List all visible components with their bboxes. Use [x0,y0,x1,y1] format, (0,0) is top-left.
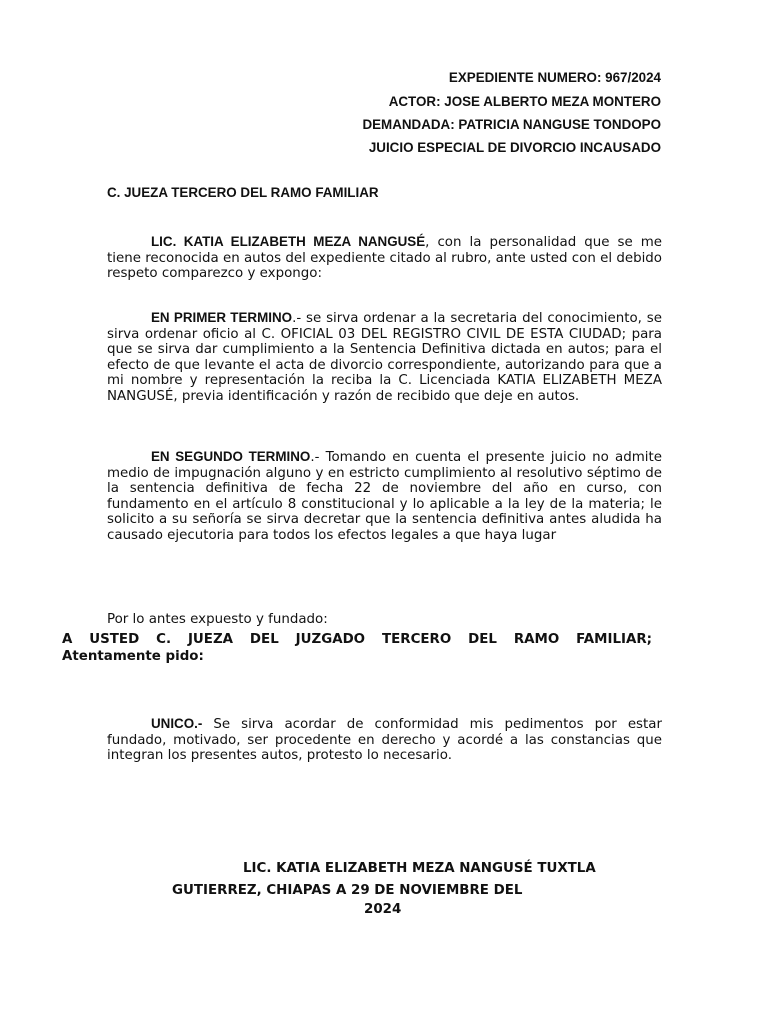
addressee: C. JUEZA TERCERO DEL RAMO FAMILIAR [107,185,379,200]
first-term-text: .- se sirva ordenar a la secretaria del conocimiento, se sirva ordenar oficio al C. OFICIAL 03 DEL REGISTRO CIVIL DE ESTA CIUDAD; para que se sirva dar cumplimiento a la Sentencia Definitiva dictada en autos; para el efecto de que levante el acta de divorcio correspondiente, autorizando para que a mi nombre y representación la reciba la C. Licenciada KATIA ELIZABETH MEZA NANGUSÉ, previa identificación y razón de recibido que deje en autos. [107,311,662,404]
petition-line-2: Atentamente pido: [62,649,204,664]
actor-line: ACTOR: JOSE ALBERTO MEZA MONTERO [388,94,661,109]
intro-text: , con la personalidad que se me tiene reconocida en autos del expediente citado al rubro, ante usted con el debido respeto comparezco y expongo: [107,235,662,281]
intro-paragraph [107,234,662,282]
second-term-lead: EN SEGUNDO TERMINO [151,449,311,464]
signature-line-3: 2024 [364,902,402,917]
unico-paragraph [107,716,662,764]
closing-intro: Por lo antes expuesto y fundado: [107,612,328,627]
juicio-line: JUICIO ESPECIAL DE DIVORCIO INCAUSADO [368,140,661,155]
unico-lead: UNICO.- [151,716,203,731]
first-term-paragraph [107,310,662,404]
second-term-paragraph [107,449,662,543]
expediente-number: EXPEDIENTE NUMERO: 967/2024 [448,70,661,85]
signature-line-1: LIC. KATIA ELIZABETH MEZA NANGUSÉ TUXTLA [243,861,596,876]
first-term-lead: EN PRIMER TERMINO [151,310,293,325]
intro-lead: LIC. KATIA ELIZABETH MEZA NANGUSÉ [151,234,426,249]
unico-text: Se sirva acordar de conformidad mis pedimentos por estar fundado, motivado, ser procedente en derecho y acordé a las constancias que integran los presentes autos, protesto lo necesario. [107,717,662,763]
petition [62,631,652,665]
demandada-line: DEMANDADA: PATRICIA NANGUSE TONDOPO [362,117,661,132]
second-term-text: .- Tomando en cuenta el presente juicio no admite medio de impugnación alguno y en estricto cumplimiento al resolutivo séptimo de la sentencia definitiva de fecha 22 de noviembre del año en curso, con fundamento en el artículo 8 constitucional y lo aplicable a la ley de la materia; le solicito a su señoría se sirva decretar que la sentencia definitiva antes aludida ha causado ejecutoria para todos los efectos legales a que haya lugar [107,450,662,543]
signature-line-2: GUTIERREZ, CHIAPAS A 29 DE NOVIEMBRE DEL [172,883,523,898]
petition-line-1: A USTED C. JUEZA DEL JUZGADO TERCERO DEL RAMO FAMILIAR; [62,632,652,647]
